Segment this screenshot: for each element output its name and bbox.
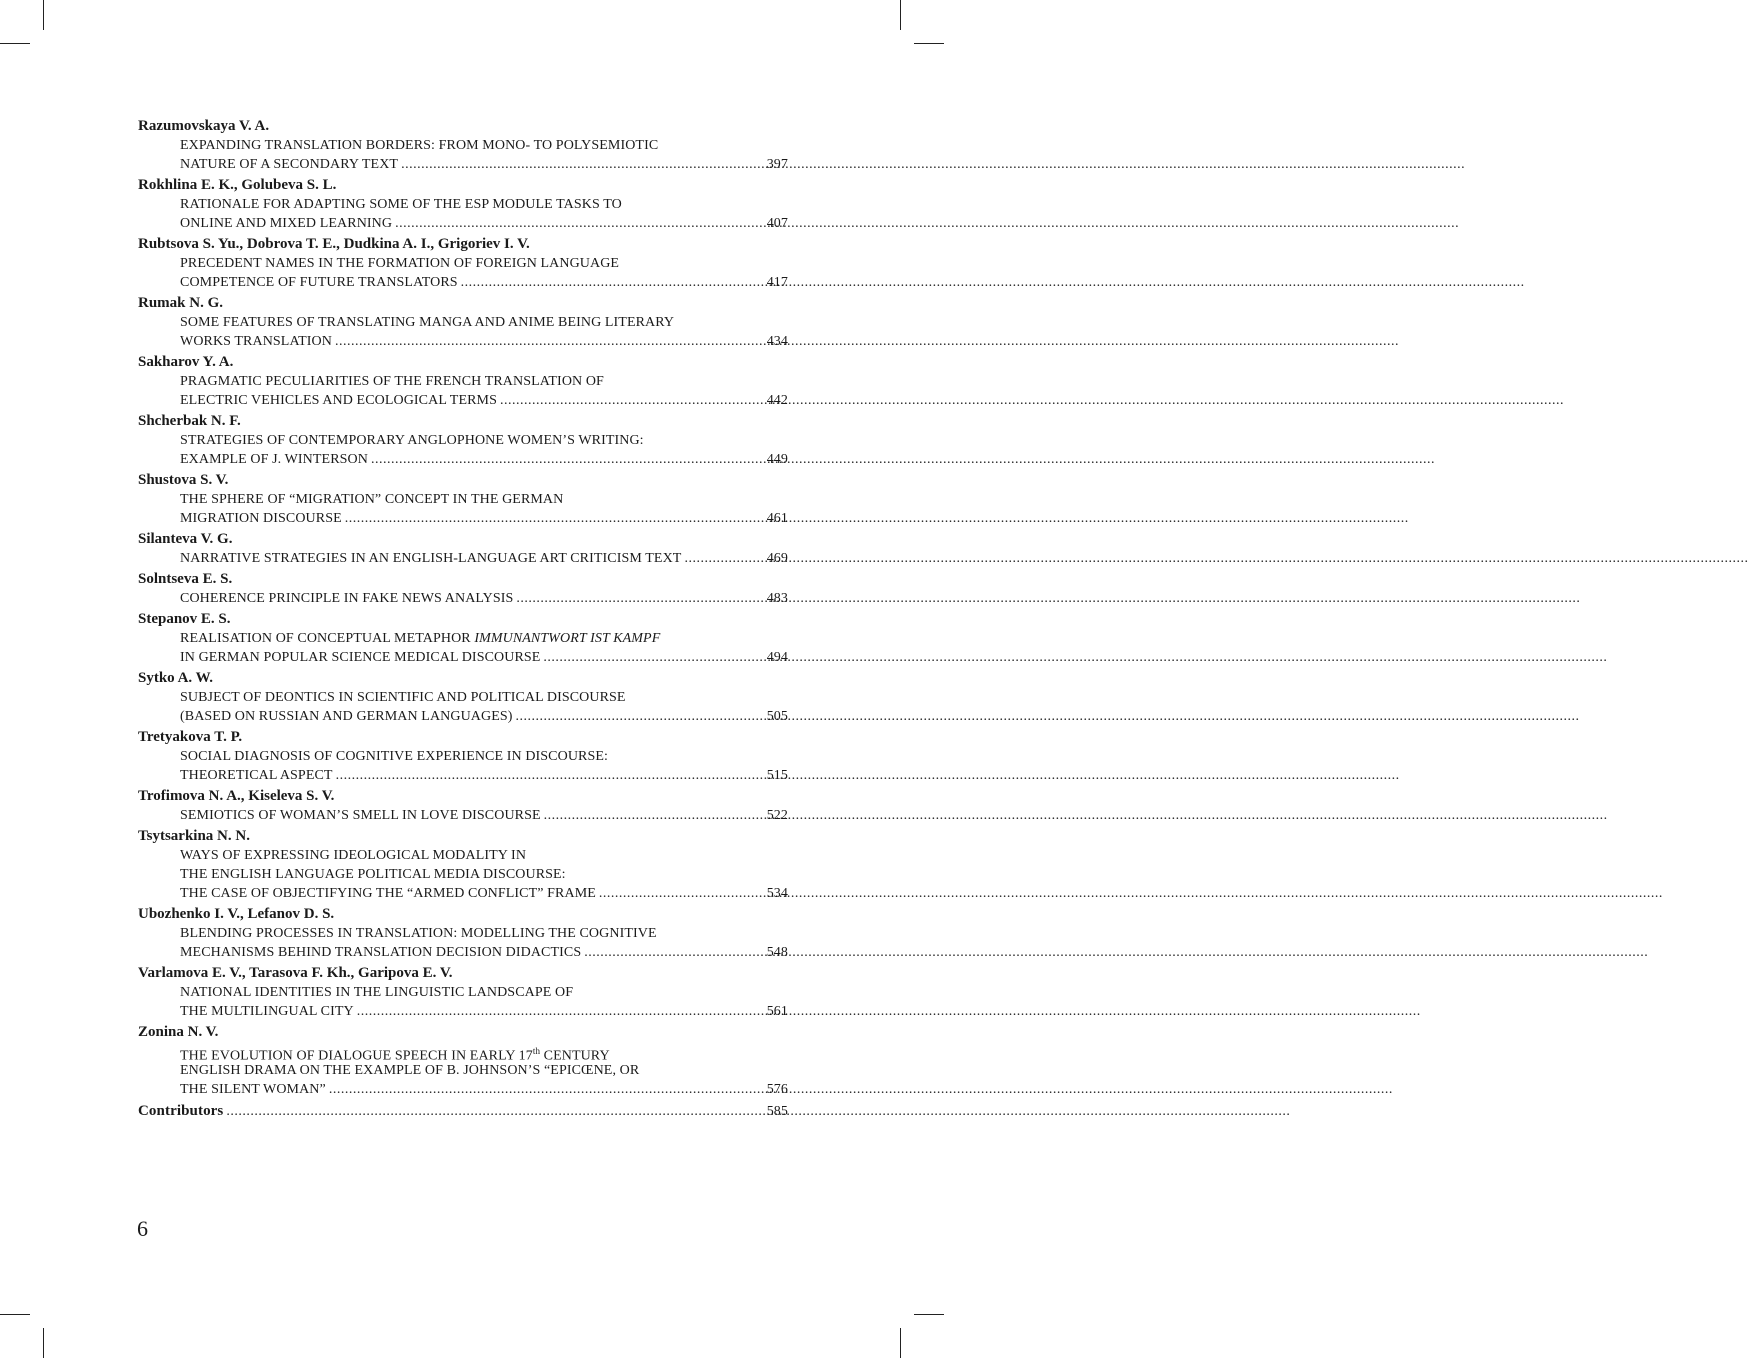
entry-page-number: 561: [766, 1004, 788, 1019]
entry-title-italic: IMMUNANTWORT IST KAMPF: [474, 631, 661, 646]
toc-entry: [138, 235, 788, 292]
leader-dots: [599, 884, 756, 903]
entry-title-text: SEMIOTICS OF WOMAN’S SMELL IN LOVE DISCOURSE: [180, 808, 541, 823]
superscript: th: [532, 1046, 541, 1056]
entry-title-last-line[interactable]: [138, 155, 788, 174]
leader-dots: [401, 155, 756, 174]
contributors-page-number: 585: [766, 1104, 788, 1119]
entry-author: Solntseva E. S.: [138, 571, 233, 587]
leader-dots: [543, 648, 756, 667]
toc-entry: [138, 905, 788, 962]
entry-title-line: WAYS OF EXPRESSING IDEOLOGICAL MODALITY IN: [180, 848, 527, 863]
entry-author: Razumovskaya V. A.: [138, 118, 270, 134]
entry-title-last-line[interactable]: [138, 332, 788, 351]
leader-dots: [335, 332, 756, 351]
entry-title-line: PRECEDENT NAMES IN THE FORMATION OF FOREIGN LANGUAGE: [180, 256, 620, 271]
entry-title-last-line[interactable]: [138, 509, 788, 528]
entry-author: Shcherbak N. F.: [138, 413, 241, 429]
entry-author: Ubozhenko I. V., Lefanov D. S.: [138, 906, 335, 922]
entry-title-last-line[interactable]: [138, 1080, 788, 1099]
entry-page-number: 461: [766, 511, 788, 526]
entry-title-prefix: THE EVOLUTION OF DIALOGUE SPEECH IN EARLY 17: [180, 1048, 533, 1064]
entry-title-line: THE ENGLISH LANGUAGE POLITICAL MEDIA DISCOURSE:: [180, 867, 566, 882]
entry-title-text: COMPETENCE OF FUTURE TRANSLATORS: [180, 275, 458, 290]
entry-author: Rubtsova S. Yu., Dobrova T. E., Dudkina A. I., Grigoriev I. V.: [138, 236, 530, 252]
entry-title-last-line[interactable]: [138, 1002, 788, 1021]
leader-dots: [345, 509, 756, 528]
entry-title-text: NATURE OF A SECONDARY TEXT: [180, 157, 399, 172]
leader-dots: [684, 549, 756, 568]
entry-title-line: PRAGMATIC PECULIARITIES OF THE FRENCH TRANSLATION OF: [180, 374, 604, 389]
leader-dots: [336, 766, 756, 785]
entry-page-number: 397: [766, 157, 788, 172]
toc-entry: [138, 176, 788, 233]
entry-title-last-line[interactable]: [138, 549, 788, 568]
toc-entry: [138, 827, 788, 903]
entry-page-number: 505: [766, 709, 788, 724]
toc-entry: [138, 610, 788, 667]
entry-title-last-line[interactable]: [138, 766, 788, 785]
entry-page-number: 494: [766, 650, 788, 665]
toc-entry: [138, 1023, 788, 1099]
entry-title-line: BLENDING PROCESSES IN TRANSLATION: MODELLING THE COGNITIVE: [180, 926, 657, 941]
leader-dots: [371, 450, 756, 469]
entry-title-text: WORKS TRANSLATION: [180, 334, 332, 349]
leader-dots: [395, 214, 756, 233]
leader-dots: [226, 1102, 756, 1121]
entry-title-last-line[interactable]: [138, 943, 788, 962]
entry-title-line: SOCIAL DIAGNOSIS OF COGNITIVE EXPERIENCE IN DISCOURSE:: [180, 749, 608, 764]
entry-author: Rumak N. G.: [138, 295, 224, 311]
table-of-contents: [138, 117, 788, 1121]
entry-title-last-line[interactable]: [138, 214, 788, 233]
entry-title-last-line[interactable]: [138, 589, 788, 608]
leader-dots: [544, 806, 756, 825]
entry-title-last-line[interactable]: [138, 806, 788, 825]
crop-mark-bottom-left-vertical: [43, 1328, 44, 1358]
entry-title-last-line[interactable]: [138, 450, 788, 469]
entry-title-text: MIGRATION DISCOURSE: [180, 511, 342, 526]
entry-title-last-line[interactable]: [138, 273, 788, 292]
entry-title-line: SOME FEATURES OF TRANSLATING MANGA AND ANIME BEING LITERARY: [180, 315, 675, 330]
leader-dots: [516, 707, 756, 726]
entry-title-line: ENGLISH DRAMA ON THE EXAMPLE OF B. JOHNSON’S “EPICŒNE, OR: [180, 1063, 640, 1078]
entry-author: Silanteva V. G.: [138, 531, 233, 547]
crop-mark-top-right-vertical: [900, 0, 901, 30]
entry-page-number: 442: [766, 393, 788, 408]
toc-entry: [138, 728, 788, 785]
entry-title-text: (BASED ON RUSSIAN AND GERMAN LANGUAGES): [180, 709, 513, 724]
entry-title-text: THEORETICAL ASPECT: [180, 768, 333, 783]
entry-title-text: ELECTRIC VEHICLES AND ECOLOGICAL TERMS: [180, 393, 497, 408]
toc-entry: [138, 294, 788, 351]
entry-title-last-line[interactable]: [138, 884, 788, 903]
leader-dots: [500, 391, 756, 410]
leader-dots: [461, 273, 756, 292]
contributors-label: Contributors: [138, 1103, 224, 1119]
entry-title-line: THE SPHERE OF “MIGRATION” CONCEPT IN THE GERMAN: [180, 492, 564, 507]
toc-entry: [138, 787, 788, 825]
entry-page-number: 469: [766, 551, 788, 566]
entry-page-number: 548: [766, 945, 788, 960]
entry-title-text: COHERENCE PRINCIPLE IN FAKE NEWS ANALYSIS: [180, 591, 514, 606]
entry-title-suffix: CENTURY: [540, 1048, 610, 1064]
crop-mark-top-right-horizontal: [914, 43, 944, 44]
entry-title-last-line[interactable]: [138, 391, 788, 410]
toc-entry: [138, 471, 788, 528]
entry-page-number: 534: [766, 886, 788, 901]
entry-title-line: STRATEGIES OF CONTEMPORARY ANGLOPHONE WOMEN’S WRITING:: [180, 433, 644, 448]
leader-dots: [357, 1002, 756, 1021]
leader-dots: [516, 589, 756, 608]
leader-dots: [329, 1080, 756, 1099]
toc-entry: [138, 570, 788, 608]
leader-dots: [584, 943, 756, 962]
entry-title-last-line[interactable]: [138, 707, 788, 726]
entry-title-line: EXPANDING TRANSLATION BORDERS: FROM MONO- TO POLYSEMIOTIC: [180, 138, 659, 153]
entry-title-line: [138, 629, 788, 648]
entry-author: Shustova S. V.: [138, 472, 229, 488]
entry-title-text: IN GERMAN POPULAR SCIENCE MEDICAL DISCOURSE: [180, 650, 541, 665]
entry-author: Varlamova E. V., Tarasova F. Kh., Garipova E. V.: [138, 965, 453, 981]
entry-title-last-line[interactable]: [138, 648, 788, 667]
toc-entry: [138, 530, 788, 568]
entry-title-line: RATIONALE FOR ADAPTING SOME OF THE ESP MODULE TASKS TO: [180, 197, 622, 212]
toc-entry: [138, 964, 788, 1021]
entry-author: Sytko A. W.: [138, 670, 214, 686]
entry-author: Zonina N. V.: [138, 1024, 219, 1040]
entry-title-line: [138, 1042, 788, 1064]
entry-title-text: EXAMPLE OF J. WINTERSON: [180, 452, 368, 467]
crop-mark-top-left-vertical: [43, 0, 44, 30]
crop-mark-bottom-right-horizontal: [914, 1314, 944, 1315]
entry-page-number: 483: [766, 591, 788, 606]
contributors-entry[interactable]: [138, 1102, 788, 1121]
entry-author: Tsytsarkina N. N.: [138, 828, 250, 844]
entry-author: Tretyakova T. P.: [138, 729, 243, 745]
entry-page-number: 407: [766, 216, 788, 231]
entry-author: Stepanov E. S.: [138, 611, 231, 627]
toc-entry: [138, 669, 788, 726]
entry-title-prefix: REALISATION OF CONCEPTUAL METAPHOR: [180, 631, 475, 646]
entry-title-line: SUBJECT OF DEONTICS IN SCIENTIFIC AND POLITICAL DISCOURSE: [180, 690, 626, 705]
toc-entry: [138, 353, 788, 410]
toc-entry: [138, 117, 788, 174]
entry-title-text: NARRATIVE STRATEGIES IN AN ENGLISH-LANGUAGE ART CRITICISM TEXT: [180, 551, 682, 566]
entry-page-number: 522: [766, 808, 788, 823]
crop-mark-bottom-right-vertical: [900, 1328, 901, 1358]
toc-entry: [138, 412, 788, 469]
entry-page-number: 434: [766, 334, 788, 349]
crop-mark-bottom-left-horizontal: [0, 1314, 30, 1315]
entry-page-number: 417: [766, 275, 788, 290]
entry-author: Rokhlina E. K., Golubeva S. L.: [138, 177, 337, 193]
crop-mark-top-left-horizontal: [0, 43, 30, 44]
entry-title-text: THE CASE OF OBJECTIFYING THE “ARMED CONFLICT” FRAME: [180, 886, 596, 901]
entry-page-number: 449: [766, 452, 788, 467]
entry-title-text: THE SILENT WOMAN”: [180, 1082, 326, 1097]
entry-author: Trofimova N. A., Kiseleva S. V.: [138, 788, 335, 804]
page-number: 6: [137, 1216, 148, 1241]
entry-title-text: MECHANISMS BEHIND TRANSLATION DECISION DIDACTICS: [180, 945, 582, 960]
entry-author: Sakharov Y. A.: [138, 354, 234, 370]
entry-page-number: 515: [766, 768, 788, 783]
entry-title-text: ONLINE AND MIXED LEARNING: [180, 216, 393, 231]
entry-title-text: THE MULTILINGUAL CITY: [180, 1004, 354, 1019]
entry-title-line: NATIONAL IDENTITIES IN THE LINGUISTIC LANDSCAPE OF: [180, 985, 574, 1000]
entry-page-number: 576: [766, 1082, 788, 1097]
